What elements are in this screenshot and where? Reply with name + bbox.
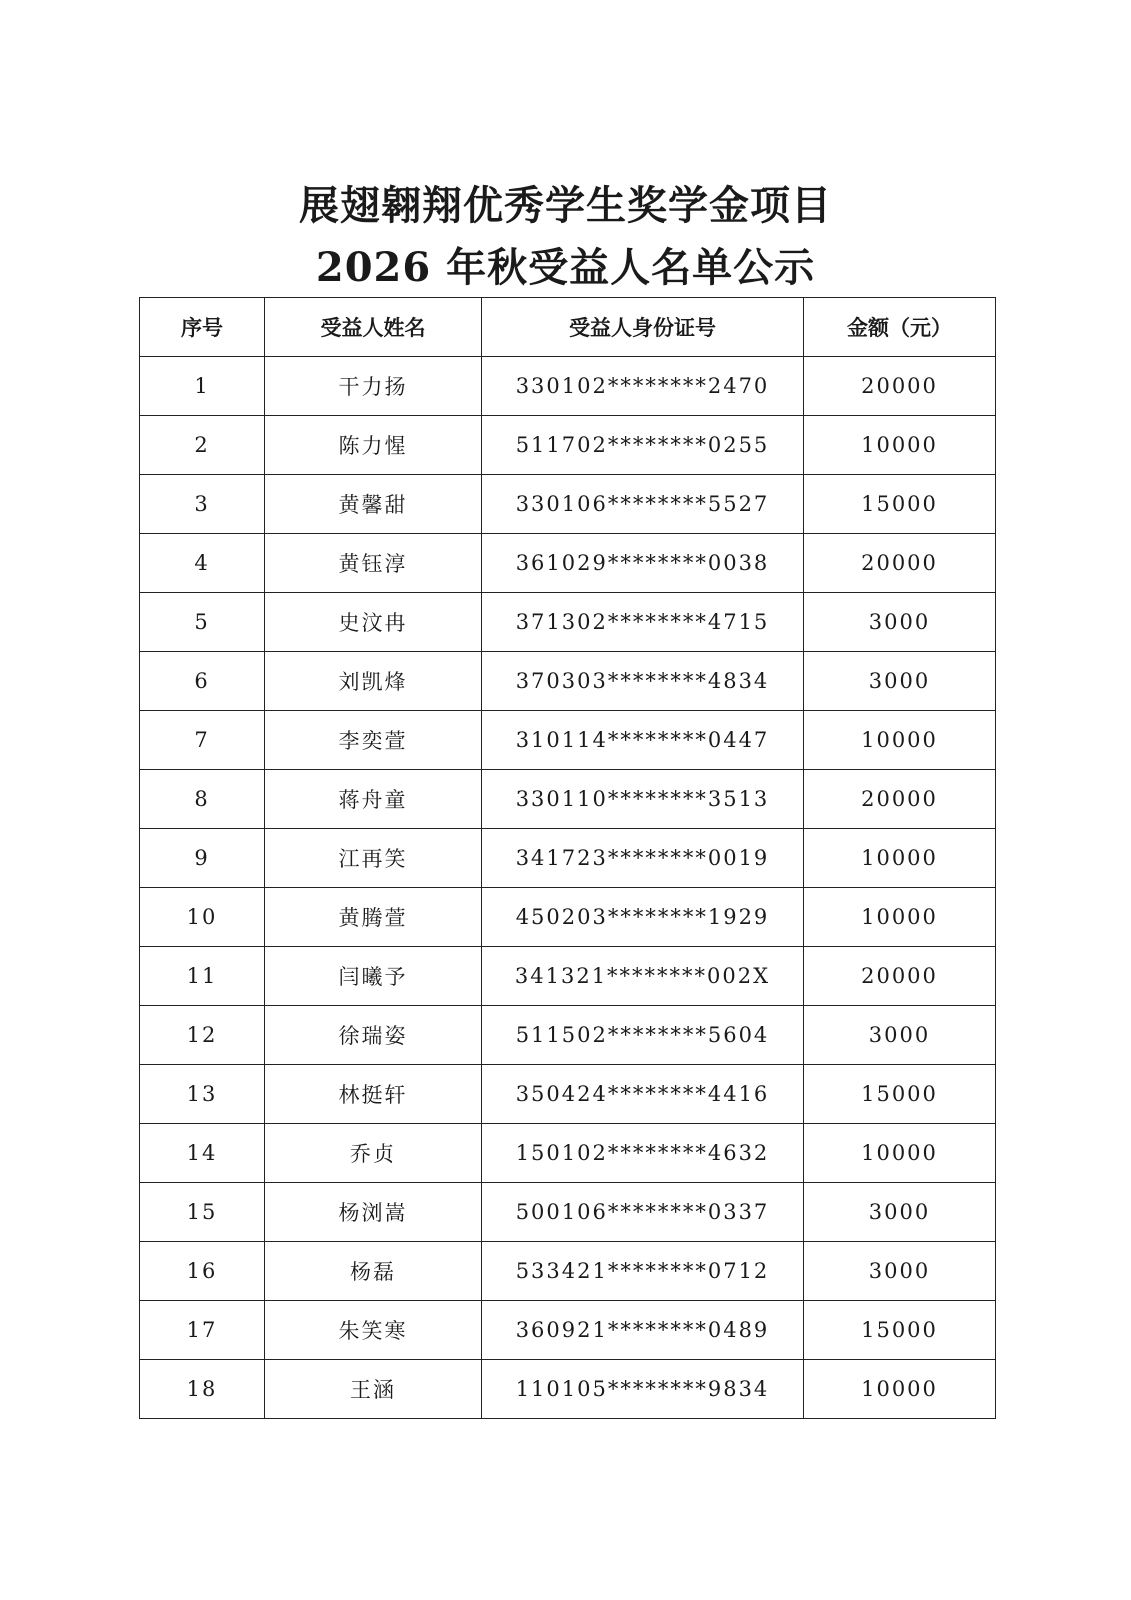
cell-amount: 10000 bbox=[804, 888, 996, 947]
cell-id: 350424********4416 bbox=[482, 1065, 804, 1124]
cell-seq: 13 bbox=[140, 1065, 265, 1124]
cell-name: 史汶冉 bbox=[265, 593, 482, 652]
cell-name: 林挺轩 bbox=[265, 1065, 482, 1124]
table-row bbox=[140, 593, 996, 652]
cell-id: 511502********5604 bbox=[482, 1006, 804, 1065]
cell-id: 371302********4715 bbox=[482, 593, 804, 652]
cell-amount: 20000 bbox=[804, 534, 996, 593]
cell-seq: 1 bbox=[140, 357, 265, 416]
table-row bbox=[140, 475, 996, 534]
cell-seq: 3 bbox=[140, 475, 265, 534]
cell-seq: 15 bbox=[140, 1183, 265, 1242]
cell-id: 341321********002X bbox=[482, 947, 804, 1006]
cell-amount: 3000 bbox=[804, 1242, 996, 1301]
table-row bbox=[140, 829, 996, 888]
cell-amount: 20000 bbox=[804, 357, 996, 416]
cell-amount: 10000 bbox=[804, 1360, 996, 1419]
cell-name: 黄馨甜 bbox=[265, 475, 482, 534]
table-row bbox=[140, 947, 996, 1006]
cell-id: 150102********4632 bbox=[482, 1124, 804, 1183]
table-body bbox=[140, 357, 996, 1419]
cell-seq: 6 bbox=[140, 652, 265, 711]
cell-name: 黄腾萱 bbox=[265, 888, 482, 947]
cell-name: 刘凯烽 bbox=[265, 652, 482, 711]
table-row bbox=[140, 1301, 996, 1360]
cell-id: 500106********0337 bbox=[482, 1183, 804, 1242]
cell-id: 330102********2470 bbox=[482, 357, 804, 416]
cell-amount: 15000 bbox=[804, 1301, 996, 1360]
header-name: 受益人姓名 bbox=[265, 298, 482, 357]
cell-id: 361029********0038 bbox=[482, 534, 804, 593]
header-id: 受益人身份证号 bbox=[482, 298, 804, 357]
header-row bbox=[140, 298, 996, 357]
cell-name: 李奕萱 bbox=[265, 711, 482, 770]
table-row bbox=[140, 1124, 996, 1183]
cell-name: 干力扬 bbox=[265, 357, 482, 416]
cell-seq: 17 bbox=[140, 1301, 265, 1360]
cell-amount: 20000 bbox=[804, 770, 996, 829]
cell-amount: 10000 bbox=[804, 1124, 996, 1183]
table-row bbox=[140, 770, 996, 829]
cell-id: 370303********4834 bbox=[482, 652, 804, 711]
table-row bbox=[140, 1360, 996, 1419]
header-seq: 序号 bbox=[140, 298, 265, 357]
cell-name: 乔贞 bbox=[265, 1124, 482, 1183]
cell-name: 陈力惺 bbox=[265, 416, 482, 475]
cell-name: 杨浏嵩 bbox=[265, 1183, 482, 1242]
cell-seq: 10 bbox=[140, 888, 265, 947]
beneficiary-table bbox=[139, 297, 996, 1419]
table-row bbox=[140, 1006, 996, 1065]
cell-seq: 7 bbox=[140, 711, 265, 770]
cell-amount: 10000 bbox=[804, 711, 996, 770]
cell-id: 341723********0019 bbox=[482, 829, 804, 888]
document-subtitle: 2026 年秋受益人名单公示 bbox=[315, 244, 816, 291]
cell-amount: 15000 bbox=[804, 475, 996, 534]
cell-name: 蒋舟童 bbox=[265, 770, 482, 829]
table-row bbox=[140, 711, 996, 770]
cell-id: 511702********0255 bbox=[482, 416, 804, 475]
cell-id: 450203********1929 bbox=[482, 888, 804, 947]
cell-name: 闫曦予 bbox=[265, 947, 482, 1006]
cell-id: 310114********0447 bbox=[482, 711, 804, 770]
table-header bbox=[140, 298, 996, 357]
cell-id: 330110********3513 bbox=[482, 770, 804, 829]
cell-name: 黄钰淳 bbox=[265, 534, 482, 593]
cell-seq: 8 bbox=[140, 770, 265, 829]
cell-amount: 10000 bbox=[804, 829, 996, 888]
table-row bbox=[140, 357, 996, 416]
table-row bbox=[140, 1065, 996, 1124]
table-row bbox=[140, 416, 996, 475]
cell-name: 徐瑞姿 bbox=[265, 1006, 482, 1065]
cell-seq: 16 bbox=[140, 1242, 265, 1301]
cell-id: 110105********9834 bbox=[482, 1360, 804, 1419]
table-row bbox=[140, 652, 996, 711]
cell-seq: 2 bbox=[140, 416, 265, 475]
cell-name: 朱笑寒 bbox=[265, 1301, 482, 1360]
table-row bbox=[140, 1242, 996, 1301]
cell-amount: 10000 bbox=[804, 416, 996, 475]
cell-id: 533421********0712 bbox=[482, 1242, 804, 1301]
document-title: 展翅翱翔优秀学生奖学金项目 bbox=[299, 182, 832, 229]
cell-seq: 4 bbox=[140, 534, 265, 593]
cell-amount: 3000 bbox=[804, 652, 996, 711]
header-amount: 金额（元） bbox=[804, 298, 996, 357]
cell-seq: 18 bbox=[140, 1360, 265, 1419]
cell-amount: 3000 bbox=[804, 1006, 996, 1065]
cell-amount: 20000 bbox=[804, 947, 996, 1006]
cell-amount: 3000 bbox=[804, 593, 996, 652]
cell-id: 330106********5527 bbox=[482, 475, 804, 534]
cell-name: 江再笑 bbox=[265, 829, 482, 888]
cell-amount: 15000 bbox=[804, 1065, 996, 1124]
table-row bbox=[140, 888, 996, 947]
cell-amount: 3000 bbox=[804, 1183, 996, 1242]
cell-seq: 11 bbox=[140, 947, 265, 1006]
table-row bbox=[140, 534, 996, 593]
table-row bbox=[140, 1183, 996, 1242]
cell-id: 360921********0489 bbox=[482, 1301, 804, 1360]
cell-name: 王涵 bbox=[265, 1360, 482, 1419]
cell-name: 杨磊 bbox=[265, 1242, 482, 1301]
cell-seq: 5 bbox=[140, 593, 265, 652]
cell-seq: 14 bbox=[140, 1124, 265, 1183]
cell-seq: 9 bbox=[140, 829, 265, 888]
cell-seq: 12 bbox=[140, 1006, 265, 1065]
